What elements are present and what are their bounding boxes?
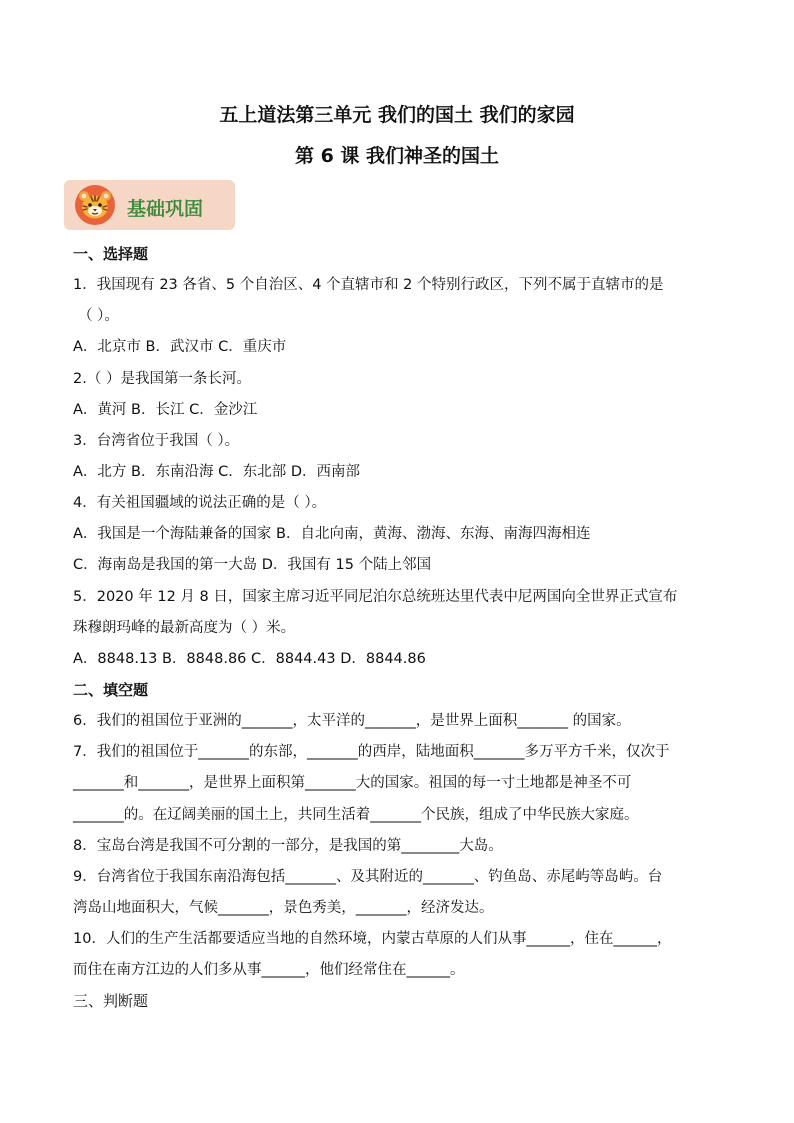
tiger-face-icon [75, 185, 115, 225]
section-heading-choice: 一、选择题 [73, 245, 149, 263]
badge-label: 基础巩固 [127, 198, 204, 220]
question-4-options-cd: C．海南岛是我国的第一大岛 D．我国有 15 个陆上邻国 [73, 557, 432, 573]
question-5-options: A．8848.13 B．8848.86 C．8844.43 D．8844.86 [73, 651, 426, 667]
question-7-cont-2: _______的。在辽阔美丽的国土上，共同生活着_______个民族，组成了中华民族大家庭。 [73, 807, 639, 823]
question-1-blank: （ ）。 [78, 308, 119, 324]
question-2: 2.（ ）是我国第一条长河。 [73, 371, 251, 387]
page-title: 五上道法第三单元 我们的国土 我们的家园 [219, 104, 575, 126]
question-9: 9．台湾省位于我国东南沿海包括_______、及其附近的_______、钓鱼岛、赤尾屿等岛屿。台 [73, 869, 663, 885]
question-5: 5．2020 年 12 月 8 日，国家主席习近平同尼泊尔总统班达里代表中尼两国向全世界正式宣布 [73, 589, 678, 605]
lesson-title: 第 6 课 我们神圣的国土 [294, 145, 500, 167]
question-10-cont: 而住在南方江边的人们多从事______，他们经常住在______。 [73, 962, 465, 978]
question-7-cont-1: _______和_______，是世界上面积第_______大的国家。祖国的每一寸土地都是神圣不可 [73, 775, 632, 791]
question-2-options: A．黄河 B．长江 C．金沙江 [73, 402, 258, 418]
question-8: 8．宝岛台湾是我国不可分割的一部分，是我国的第________大岛。 [73, 838, 503, 854]
question-6: 6．我们的祖国位于亚洲的_______，太平洋的_______，是世界上面积_______ 的国家。 [73, 713, 631, 729]
section-badge [64, 180, 235, 230]
question-1: 1．我国现有 23 各省、5 个自治区、4 个直辖市和 2 个特别行政区，下列不属于直辖市的是 [73, 277, 664, 293]
section-heading-fill: 二、填空题 [73, 681, 149, 699]
question-4: 4．有关祖国疆域的说法正确的是（ ）。 [73, 495, 327, 511]
question-5-cont: 珠穆朗玛峰的最新高度为（ ）米。 [73, 620, 296, 636]
question-4-options-ab: A．我国是一个海陆兼备的国家 B．自北向南，黄海、渤海、东海、南海四海相连 [73, 526, 591, 542]
question-3-options: A．北方 B．东南沿海 C．东北部 D．西南部 [73, 464, 360, 480]
question-3: 3．台湾省位于我国（ ）。 [73, 433, 240, 449]
section-heading-judge: 三、判断题 [73, 992, 149, 1010]
question-10: 10．人们的生产生活都要适应当地的自然环境，内蒙古草原的人们从事______，住在______， [73, 931, 672, 947]
question-9-cont: 湾岛山地面积大，气候_______，景色秀美，_______，经济发达。 [73, 900, 494, 916]
question-7: 7．我们的祖国位于_______的东部，_______的西岸，陆地面积_______多万平方千米，仅次于 [73, 744, 670, 760]
question-1-options: A．北京市 B．武汉市 C．重庆市 [73, 339, 287, 355]
